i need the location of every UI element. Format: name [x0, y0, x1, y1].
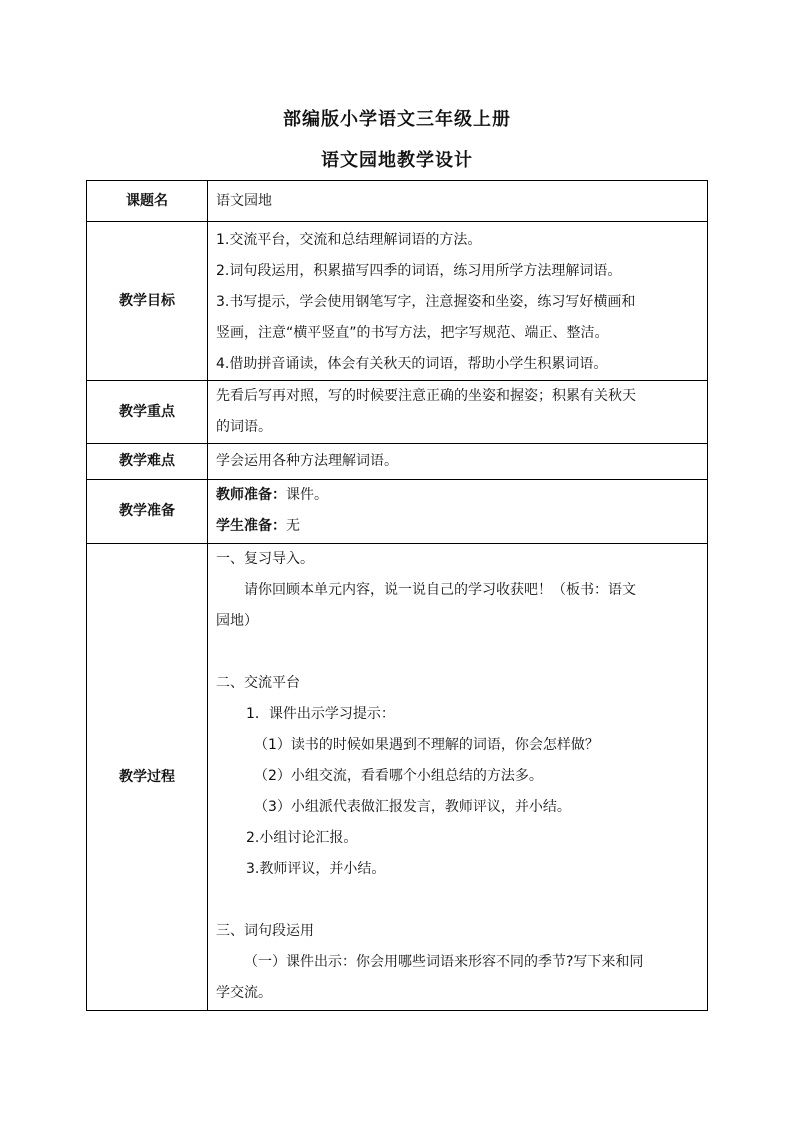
table-row-preparation: [87, 480, 708, 544]
lesson-plan-table: [86, 180, 708, 1011]
row-label-key-points: 教学重点: [87, 381, 208, 444]
section-3-heading: 三、词句段运用: [216, 923, 314, 939]
section-2-item-2: 2.小组讨论汇报。: [246, 830, 358, 846]
goal-line-5: 4.借助拼音诵读，体会有关秋天的词语，帮助小学生积累词语。: [216, 356, 608, 372]
table-row-topic: [87, 181, 708, 222]
section-2-item-1: 1．课件出示学习提示：: [246, 706, 395, 722]
row-label-topic: 课题名: [87, 181, 208, 222]
table-row-key-points: [87, 381, 708, 444]
section-2-sub-2: （2）小组交流，看看哪个小组总结的方法多。: [254, 768, 543, 784]
key-line-1: 先看后写再对照，写的时候要注意正确的坐姿和握姿；积累有关秋天: [216, 388, 636, 404]
row-label-difficulty: 教学难点: [87, 444, 208, 480]
process-content: [208, 544, 708, 1011]
section-3-text-b: 学交流。: [216, 985, 272, 1001]
table-row-process: [87, 544, 708, 1011]
blank-line: [216, 637, 701, 668]
section-2-item-3: 3.教师评议，并小结。: [246, 861, 386, 877]
section-1-text-b: 园地）: [216, 613, 258, 629]
document-title: 部编版小学语文三年级上册: [283, 109, 511, 130]
section-1-text-a: 请你回顾本单元内容，说一说自己的学习收获吧！（板书：语文: [244, 582, 636, 598]
key-line-2: 的词语。: [216, 419, 272, 435]
topic-text: 语文园地: [216, 192, 272, 209]
preparation-content: [208, 480, 708, 544]
section-3-text-a: （一）课件出示：你会用哪些词语来形容不同的季节?写下来和同: [244, 954, 644, 970]
goal-line-2: 2.词句段运用，积累描写四季的词语，练习用所学方法理解词语。: [216, 263, 622, 279]
goals-content: [208, 222, 708, 381]
goal-line-3: 3.书写提示，学会使用钢笔写字，注意握姿和坐姿，练习写好横画和: [216, 294, 636, 310]
teacher-prep-text: 课件。: [286, 487, 328, 503]
section-2-heading: 二、交流平台: [216, 675, 300, 691]
section-2-sub-3: （3）小组派代表做汇报发言，教师评议，并小结。: [254, 799, 571, 815]
document-subtitle: 语文园地教学设计: [321, 150, 473, 171]
row-label-goals: 教学目标: [87, 222, 208, 381]
teacher-prep-label: 教师准备：: [216, 487, 286, 503]
row-label-process: 教学过程: [87, 544, 208, 1011]
topic-value: [208, 181, 708, 222]
table-row-difficulty: [87, 444, 708, 480]
difficulty-text: 学会运用各种方法理解词语。: [216, 453, 398, 469]
teacher-prep-line: [216, 480, 701, 511]
blank-line: [216, 885, 701, 916]
row-label-preparation: 教学准备: [87, 480, 208, 544]
student-prep-text: 无: [286, 518, 300, 534]
key-points-content: [208, 381, 708, 444]
section-1-heading: 一、复习导入。: [216, 551, 314, 567]
goal-line-4: 竖画，注意“横平竖直”的书写方法，把字写规范、端正、整洁。: [216, 325, 609, 341]
student-prep-line: [216, 511, 701, 542]
student-prep-label: 学生准备：: [216, 518, 286, 534]
difficulty-content: [208, 444, 708, 480]
goal-line-1: 1.交流平台，交流和总结理解词语的方法。: [216, 232, 482, 248]
table-row-goals: [87, 222, 708, 381]
section-2-sub-1: （1）读书的时候如果遇到不理解的词语，你会怎样做？: [254, 737, 599, 753]
